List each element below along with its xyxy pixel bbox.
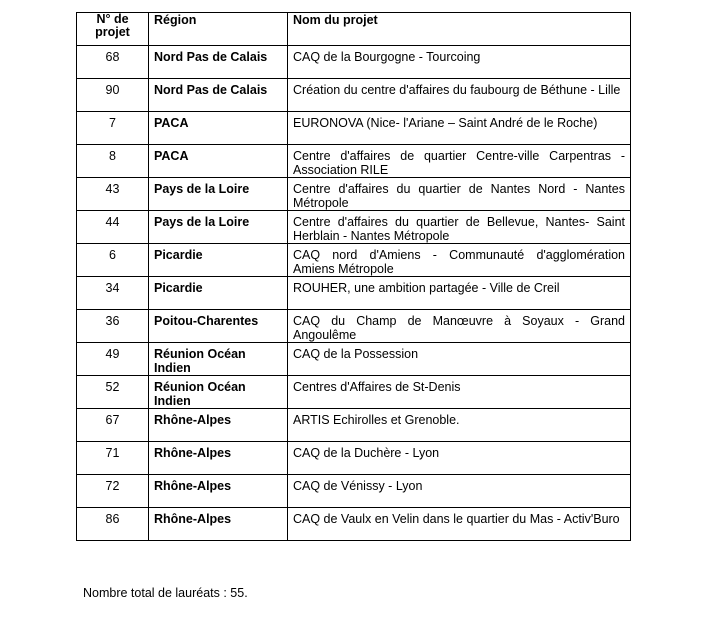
- project-name-cell: CAQ de Vaulx en Velin dans le quartier du Mas - Activ'Buro: [288, 508, 631, 541]
- table-row: [77, 409, 631, 442]
- project-number-cell: 52: [77, 376, 149, 409]
- table-row: [77, 211, 631, 244]
- project-name-cell: CAQ de Vénissy - Lyon: [288, 475, 631, 508]
- table-header-row: [77, 13, 631, 46]
- region-cell: Rhône-Alpes: [149, 475, 288, 508]
- region-cell: Pays de la Loire: [149, 178, 288, 211]
- project-number-cell: 71: [77, 442, 149, 475]
- table-row: [77, 145, 631, 178]
- project-name-cell: CAQ de la Duchère - Lyon: [288, 442, 631, 475]
- project-name-cell: Centre d'affaires du quartier de Nantes Nord - Nantes Métropole: [288, 178, 631, 211]
- projects-table: [76, 12, 631, 541]
- region-cell: Poitou-Charentes: [149, 310, 288, 343]
- table-row: [77, 475, 631, 508]
- table-row: [77, 376, 631, 409]
- region-cell: Rhône-Alpes: [149, 508, 288, 541]
- project-number-cell: 6: [77, 244, 149, 277]
- table-row: [77, 244, 631, 277]
- project-name-cell: ARTIS Echirolles et Grenoble.: [288, 409, 631, 442]
- project-number-cell: 86: [77, 508, 149, 541]
- region-cell: Réunion Océan Indien: [149, 376, 288, 409]
- region-cell: Picardie: [149, 244, 288, 277]
- project-number-cell: 72: [77, 475, 149, 508]
- table-row: [77, 79, 631, 112]
- region-cell: Rhône-Alpes: [149, 409, 288, 442]
- project-number-cell: 34: [77, 277, 149, 310]
- project-number-cell: 7: [77, 112, 149, 145]
- table-row: [77, 343, 631, 376]
- project-name-cell: EURONOVA (Nice- l'Ariane – Saint André de le Roche): [288, 112, 631, 145]
- project-name-cell: Création du centre d'affaires du faubourg de Béthune - Lille: [288, 79, 631, 112]
- project-number-cell: 44: [77, 211, 149, 244]
- project-number-cell: 43: [77, 178, 149, 211]
- region-cell: Pays de la Loire: [149, 211, 288, 244]
- region-cell: Nord Pas de Calais: [149, 46, 288, 79]
- region-cell: Rhône-Alpes: [149, 442, 288, 475]
- region-cell: PACA: [149, 145, 288, 178]
- region-cell: Picardie: [149, 277, 288, 310]
- project-name-cell: CAQ du Champ de Manœuvre à Soyaux - Grand Angoulême: [288, 310, 631, 343]
- project-number-cell: 36: [77, 310, 149, 343]
- header-project-number: N° de projet: [77, 13, 149, 46]
- project-number-cell: 67: [77, 409, 149, 442]
- table-row: [77, 46, 631, 79]
- project-number-cell: 68: [77, 46, 149, 79]
- table-row: [77, 442, 631, 475]
- region-cell: PACA: [149, 112, 288, 145]
- region-cell: Nord Pas de Calais: [149, 79, 288, 112]
- project-name-cell: CAQ de la Possession: [288, 343, 631, 376]
- project-name-cell: ROUHER, une ambition partagée - Ville de Creil: [288, 277, 631, 310]
- header-region: Région: [149, 13, 288, 46]
- table-row: [77, 112, 631, 145]
- project-number-cell: 90: [77, 79, 149, 112]
- project-name-cell: CAQ de la Bourgogne - Tourcoing: [288, 46, 631, 79]
- project-name-cell: CAQ nord d'Amiens - Communauté d'agglomération Amiens Métropole: [288, 244, 631, 277]
- project-number-cell: 49: [77, 343, 149, 376]
- table-row: [77, 508, 631, 541]
- project-name-cell: Centres d'Affaires de St-Denis: [288, 376, 631, 409]
- table-row: [77, 277, 631, 310]
- project-number-cell: 8: [77, 145, 149, 178]
- project-name-cell: Centre d'affaires de quartier Centre-ville Carpentras - Association RILE: [288, 145, 631, 178]
- table-row: [77, 178, 631, 211]
- region-cell: Réunion Océan Indien: [149, 343, 288, 376]
- project-name-cell: Centre d'affaires du quartier de Bellevue, Nantes- Saint Herblain - Nantes Métropole: [288, 211, 631, 244]
- header-project-name: Nom du projet: [288, 13, 631, 46]
- table-body: [77, 46, 631, 541]
- table-row: [77, 310, 631, 343]
- total-laureates: Nombre total de lauréats : 55.: [83, 586, 248, 600]
